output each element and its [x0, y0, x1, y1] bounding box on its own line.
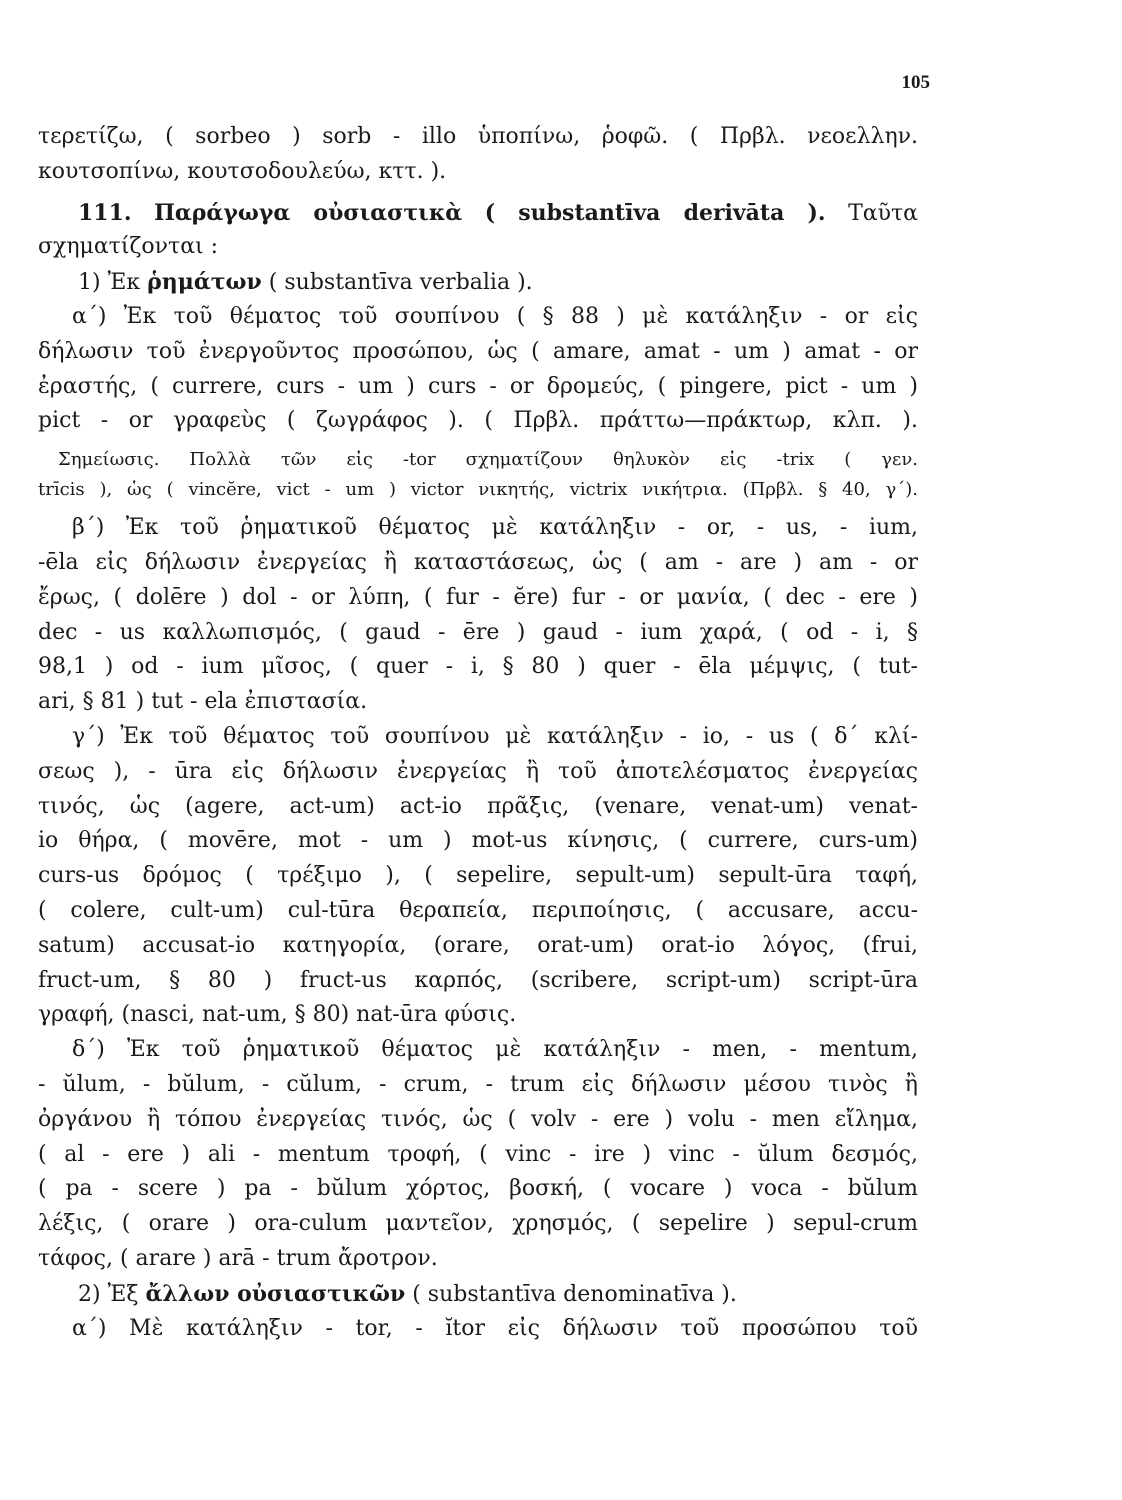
page-body [38, 120, 918, 1346]
section-heading-rest: Ταῦτα [848, 200, 918, 226]
page-number: 105 [901, 72, 930, 93]
text-line: - ŭlum, - bŭlum, - cŭlum, - crum, - trum εἰς δήλωσιν μέσου τινὸς ἢ [38, 1071, 918, 1097]
section-latin-title: ( substantīva derivāta ). [484, 199, 826, 226]
subsection-bold-term: ἄλλων οὐσιαστικῶν [145, 1280, 406, 1307]
text-line: ἐραστής, ( currere, curs - um ) curs - or δρομεύς, ( pingere, pict - um ) [38, 373, 918, 399]
note-line: trīcis ), ὡς ( vincĕre, vict - um ) victor νικητής, victrix νικήτρια. (Πρβλ. § 40, γ΄). [38, 479, 918, 501]
section-heading [38, 196, 918, 231]
section-number: 111. [78, 199, 132, 226]
text-line: 98,1 ) od - ium μῖσος, ( quer - i, § 80 ) quer - ēla μέμψις, ( tut- [38, 654, 918, 680]
text-line: ἔρως, ( dolēre ) dol - or λύπη, ( fur - ĕre) fur - or μανία, ( dec - ere ) [38, 584, 918, 610]
text-line: β΄) Ἐκ τοῦ ῥηματικοῦ θέματος μὲ κατάληξιν - or, - us, - ium, [72, 515, 918, 541]
section-title: Παράγωγα οὐσιαστικὰ [154, 199, 463, 226]
text-line: γ΄) Ἐκ τοῦ θέματος τοῦ σουπίνου μὲ κατάληξιν - io, - us ( δ΄ κλί- [72, 723, 918, 749]
subsection-heading: 1) Ἐκ ῥημάτων ( substantīva verbalia ). [78, 269, 533, 296]
text-line: ( pa - scere ) pa - bŭlum χόρτος, βοσκή, ( vocare ) voca - bŭlum [38, 1176, 918, 1202]
text-line: σχηματίζονται : [38, 234, 219, 260]
text-line: τινός, ὡς (agere, act-um) act-io πρᾶξις, (venare, venat-um) venat- [38, 793, 918, 819]
subsection-heading: 2) Ἐξ ἄλλων οὐσιαστικῶν ( substantīva denominatīva ). [78, 1280, 737, 1307]
text-line: dec - us καλλωπισμός, ( gaud - ēre ) gaud - ium χαρά, ( od - i, § [38, 619, 918, 645]
text-line: κουτσοπίνω, κουτσοδουλεύω, κττ. ). [38, 158, 447, 184]
text-line: δήλωσιν τοῦ ἐνεργοῦντος προσώπου, ὡς ( amare, amat - um ) amat - or [38, 338, 918, 364]
text-line: fruct-um, § 80 ) fruct-us καρπός, (scribere, script-um) script-ūra [38, 967, 918, 993]
text-line: σεως ), - ūra εἰς δήλωσιν ἐνεργείας ἢ τοῦ ἀποτελέσματος ἐνεργείας [38, 758, 918, 784]
text-line: satum) accusat-io κατηγορία, (orare, orat-um) orat-io λόγος, (frui, [38, 932, 918, 958]
text-line: α΄) Μὲ κατάληξιν - tor, - ĭtor εἰς δήλωσιν τοῦ προσώπου τοῦ [72, 1315, 918, 1341]
text-line: τερετίζω, ( sorbeo ) sorb - illo ὑποπίνω, ῥοφῶ. ( Πρβλ. νεοελλην. [38, 124, 918, 149]
text-line: δ΄) Ἐκ τοῦ ῥηματικοῦ θέματος μὲ κατάληξιν - men, - mentum, [72, 1037, 918, 1063]
text-line: γραφή, (nasci, nat-um, § 80) nat-ūra φύσις. [38, 1002, 517, 1028]
text-line: τάφος, ( arare ) arā - trum ἄροτρον. [38, 1245, 438, 1271]
text-line: α΄) Ἐκ τοῦ θέματος τοῦ σουπίνου ( § 88 ) μὲ κατάληξιν - or εἰς [72, 303, 918, 329]
text-line: ὀργάνου ἢ τόπου ἐνεργείας τινός, ὡς ( volv - ere ) volu - men εἴλημα, [38, 1106, 918, 1132]
text-line: ( al - ere ) ali - mentum τροφή, ( vinc - ire ) vinc - ŭlum δεσμός, [38, 1141, 918, 1167]
note-line: Σημείωσις. Πολλὰ τῶν εἰς -tor σχηματίζουν θηλυκὸν εἰς -trix ( γεν. [58, 449, 918, 471]
text-line: pict - or γραφεὺς ( ζωγράφος ). ( Πρβλ. πράττω—πράκτωρ, κλπ. ). [38, 408, 918, 434]
text-line: ari, § 81 ) tut - ela ἐπιστασία. [38, 689, 368, 715]
text-line: λέξις, ( orare ) ora-culum μαντεῖον, χρησμός, ( sepelire ) sepul-crum [38, 1211, 918, 1237]
text-line: -ēla εἰς δήλωσιν ἐνεργείας ἢ καταστάσεως, ὡς ( am - are ) am - or [38, 549, 918, 575]
text-line: ( colere, cult-um) cul-tūra θεραπεία, περιποίησις, ( accusare, accu- [38, 897, 918, 923]
text-line: io θήρα, ( movēre, mot - um ) mot-us κίνησις, ( currere, curs-um) [38, 828, 918, 854]
text-line: curs-us δρόμος ( τρέξιμο ), ( sepelire, sepult-um) sepult-ūra ταφή, [38, 863, 918, 889]
subsection-bold-term: ῥημάτων [147, 269, 262, 296]
